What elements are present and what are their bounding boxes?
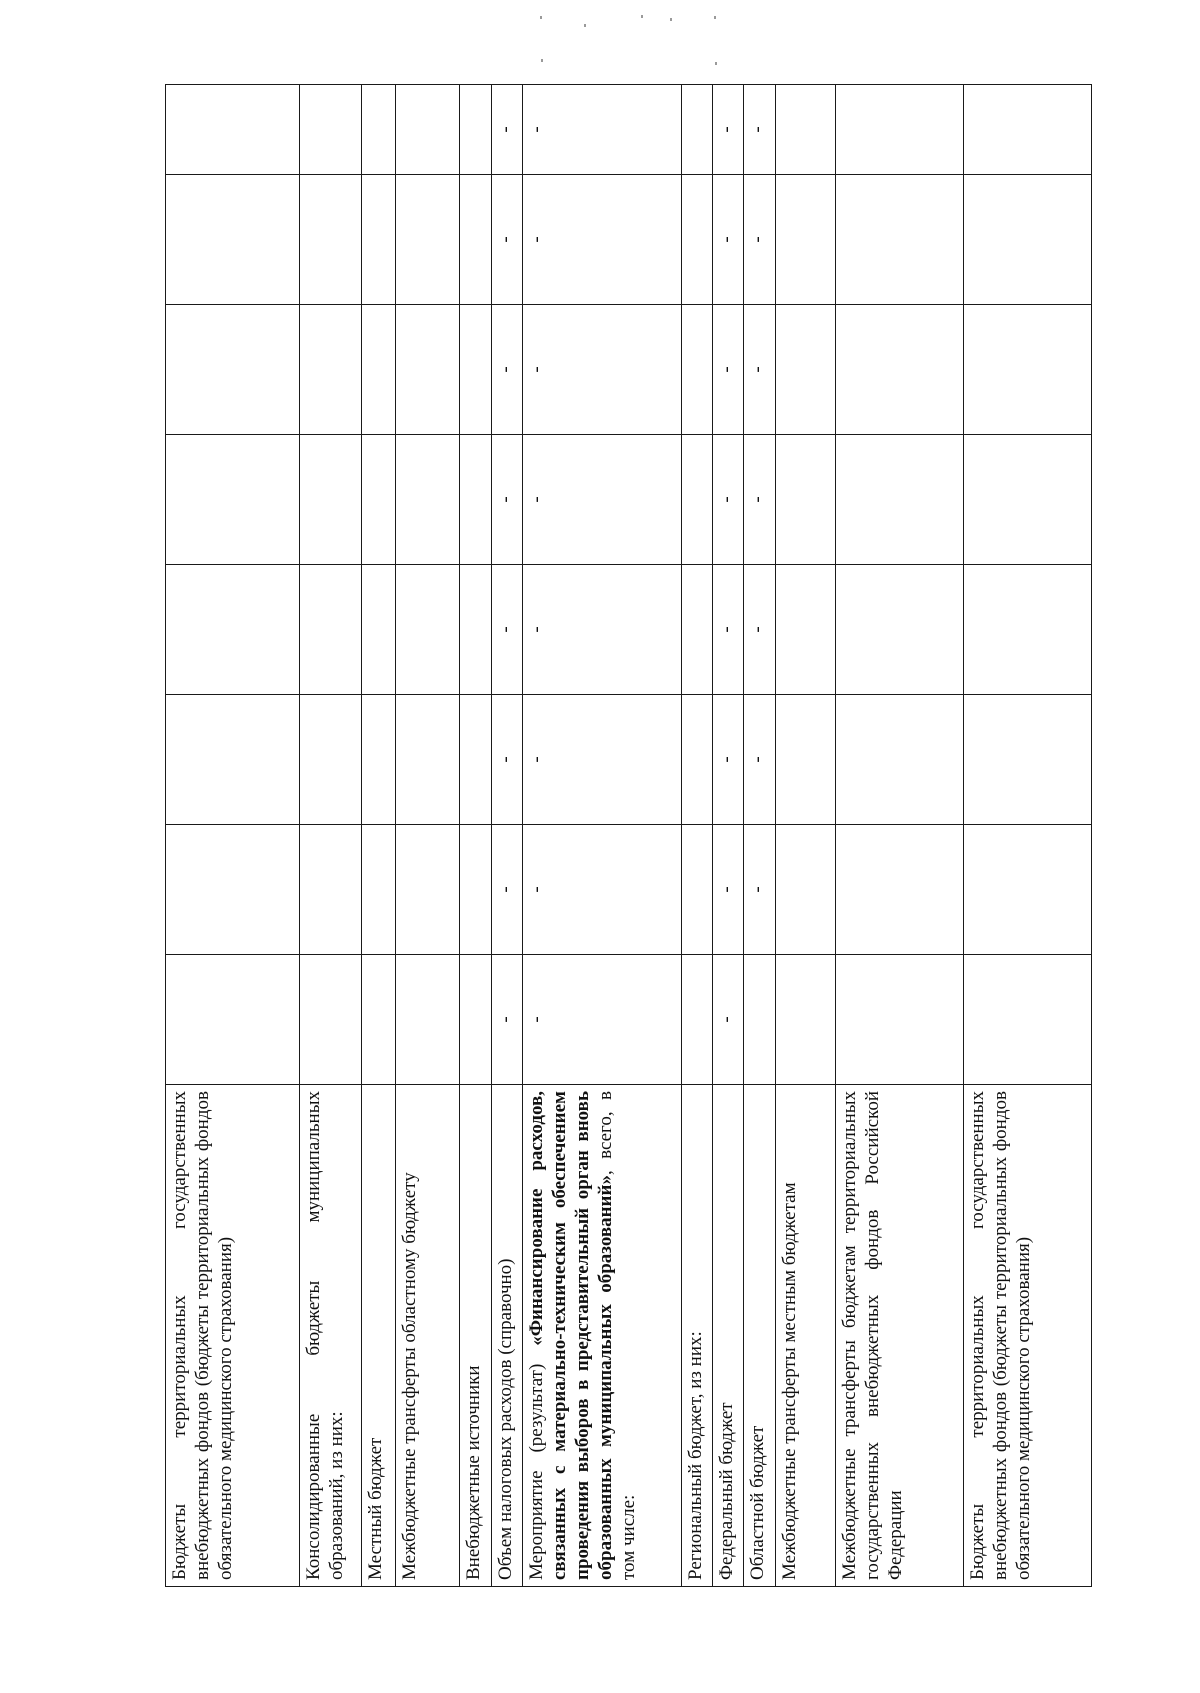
rotated-page (165, 85, 1092, 1587)
row-label: Межбюджетные трансферты местным бюджетам (775, 1085, 836, 1587)
value-cell (681, 85, 712, 175)
value-cell: - (491, 565, 522, 695)
value-cell (775, 85, 836, 175)
value-cell (166, 435, 300, 565)
value-cell (963, 435, 1091, 565)
value-cell (681, 955, 712, 1085)
value-cell (362, 565, 395, 695)
row-label: Бюджеты территориальных государственных внебюджетных фондов (бюджеты территориальных фондов обязательного медицинского страхования) (166, 1085, 300, 1587)
value-cell: - (523, 825, 682, 955)
value-cell (460, 565, 491, 695)
table-row (166, 85, 300, 1587)
value-cell (775, 955, 836, 1085)
value-cell: - (491, 955, 522, 1085)
value-cell: - (491, 85, 522, 175)
value-cell (299, 695, 362, 825)
value-cell (775, 695, 836, 825)
value-cell (166, 175, 300, 305)
value-cell (836, 955, 963, 1085)
row-label: Объем налоговых расходов (справочно) (491, 1085, 522, 1587)
scan-speck (715, 62, 717, 65)
value-cell (460, 305, 491, 435)
value-cell (299, 565, 362, 695)
table-row (395, 85, 460, 1587)
value-cell: - (491, 435, 522, 565)
scan-speck (541, 59, 543, 62)
row-label-prefix: Мероприятие (результат) (526, 1345, 547, 1580)
row-label: Региональный бюджет, из них: (681, 1085, 712, 1587)
value-cell: - (523, 565, 682, 695)
value-cell (681, 565, 712, 695)
value-cell: - (491, 305, 522, 435)
value-cell (836, 565, 963, 695)
value-cell (362, 695, 395, 825)
value-cell (166, 305, 300, 435)
table-row (299, 85, 362, 1587)
value-cell (460, 955, 491, 1085)
value-cell: - (712, 435, 743, 565)
row-label: Федеральный бюджет (712, 1085, 743, 1587)
value-cell: - (491, 825, 522, 955)
value-cell (836, 305, 963, 435)
value-cell: - (523, 175, 682, 305)
value-cell (460, 825, 491, 955)
row-label: Межбюджетные трансферты областному бюджету (395, 1085, 460, 1587)
value-cell (836, 825, 963, 955)
value-cell (775, 825, 836, 955)
value-cell (460, 435, 491, 565)
value-cell (395, 435, 460, 565)
value-cell: - (744, 305, 775, 435)
value-cell (963, 175, 1091, 305)
value-cell: - (744, 85, 775, 175)
table-row (491, 85, 522, 1587)
table-row (963, 85, 1091, 1587)
value-cell (460, 85, 491, 175)
value-cell: - (744, 825, 775, 955)
value-cell (166, 825, 300, 955)
value-cell (299, 435, 362, 565)
value-cell (395, 175, 460, 305)
value-cell (362, 305, 395, 435)
value-cell (299, 175, 362, 305)
value-cell (395, 955, 460, 1085)
value-cell: - (523, 695, 682, 825)
value-cell: - (712, 305, 743, 435)
row-label: Бюджеты территориальных государственных внебюджетных фондов (бюджеты территориальных фондов обязательного медицинского страхования) (963, 1085, 1091, 1587)
value-cell (963, 565, 1091, 695)
value-cell (395, 305, 460, 435)
value-cell (836, 435, 963, 565)
value-cell (963, 825, 1091, 955)
value-cell (460, 175, 491, 305)
value-cell (362, 825, 395, 955)
value-cell: - (491, 695, 522, 825)
table-row (362, 85, 395, 1587)
scan-speck (641, 15, 643, 18)
value-cell (681, 695, 712, 825)
value-cell: - (712, 825, 743, 955)
value-cell: - (523, 85, 682, 175)
row-label (523, 1085, 682, 1587)
value-cell (963, 955, 1091, 1085)
value-cell (681, 305, 712, 435)
value-cell (166, 695, 300, 825)
value-cell (963, 695, 1091, 825)
value-cell (775, 175, 836, 305)
row-label: Областной бюджет (744, 1085, 775, 1587)
value-cell: - (744, 695, 775, 825)
value-cell (166, 85, 300, 175)
row-label: Консолидированные бюджеты муниципальных образований, из них: (299, 1085, 362, 1587)
table-row (523, 85, 682, 1587)
table-row (460, 85, 491, 1587)
scan-speck (584, 24, 586, 27)
value-cell (395, 565, 460, 695)
value-cell (836, 175, 963, 305)
budget-table (165, 84, 1092, 1587)
table-row (744, 85, 775, 1587)
value-cell: - (712, 565, 743, 695)
value-cell (299, 85, 362, 175)
value-cell (395, 695, 460, 825)
value-cell: - (712, 85, 743, 175)
value-cell (681, 175, 712, 305)
value-cell (395, 825, 460, 955)
value-cell (836, 695, 963, 825)
row-label: Местный бюджет (362, 1085, 395, 1587)
value-cell (362, 85, 395, 175)
value-cell: - (744, 565, 775, 695)
value-cell (775, 305, 836, 435)
table-row (836, 85, 963, 1587)
value-cell (362, 435, 395, 565)
value-cell: - (523, 955, 682, 1085)
value-cell (395, 85, 460, 175)
value-cell: - (712, 175, 743, 305)
value-cell (299, 305, 362, 435)
value-cell: - (523, 305, 682, 435)
value-cell (836, 85, 963, 175)
value-cell (775, 435, 836, 565)
value-cell (166, 565, 300, 695)
value-cell (963, 305, 1091, 435)
table-row (712, 85, 743, 1587)
value-cell: - (491, 175, 522, 305)
value-cell (362, 955, 395, 1085)
value-cell (299, 825, 362, 955)
value-cell (963, 85, 1091, 175)
value-cell (775, 565, 836, 695)
value-cell (460, 695, 491, 825)
scan-speck (540, 16, 542, 19)
value-cell: - (523, 435, 682, 565)
row-label-bold: «Финансирование расходов, связанных с материально-техническим обеспечением проведения выборов в представительный орган вновь образованных муниципальных образований» (526, 1091, 616, 1580)
table-row (775, 85, 836, 1587)
value-cell: - (712, 695, 743, 825)
value-cell (166, 955, 300, 1085)
scan-speck (670, 18, 672, 21)
value-cell (299, 955, 362, 1085)
value-cell: - (712, 955, 743, 1085)
value-cell: - (744, 175, 775, 305)
value-cell (681, 825, 712, 955)
value-cell (362, 175, 395, 305)
table-row (681, 85, 712, 1587)
row-label: Межбюджетные трансферты бюджетам территориальных государственных внебюджетных фондов Российской Федерации (836, 1085, 963, 1587)
row-label-suffix: , всего, в том числе: (595, 1091, 639, 1580)
row-label: Внебюджетные источники (460, 1085, 491, 1587)
value-cell (744, 955, 775, 1085)
scan-speck (714, 16, 716, 19)
value-cell: - (744, 435, 775, 565)
value-cell (681, 435, 712, 565)
